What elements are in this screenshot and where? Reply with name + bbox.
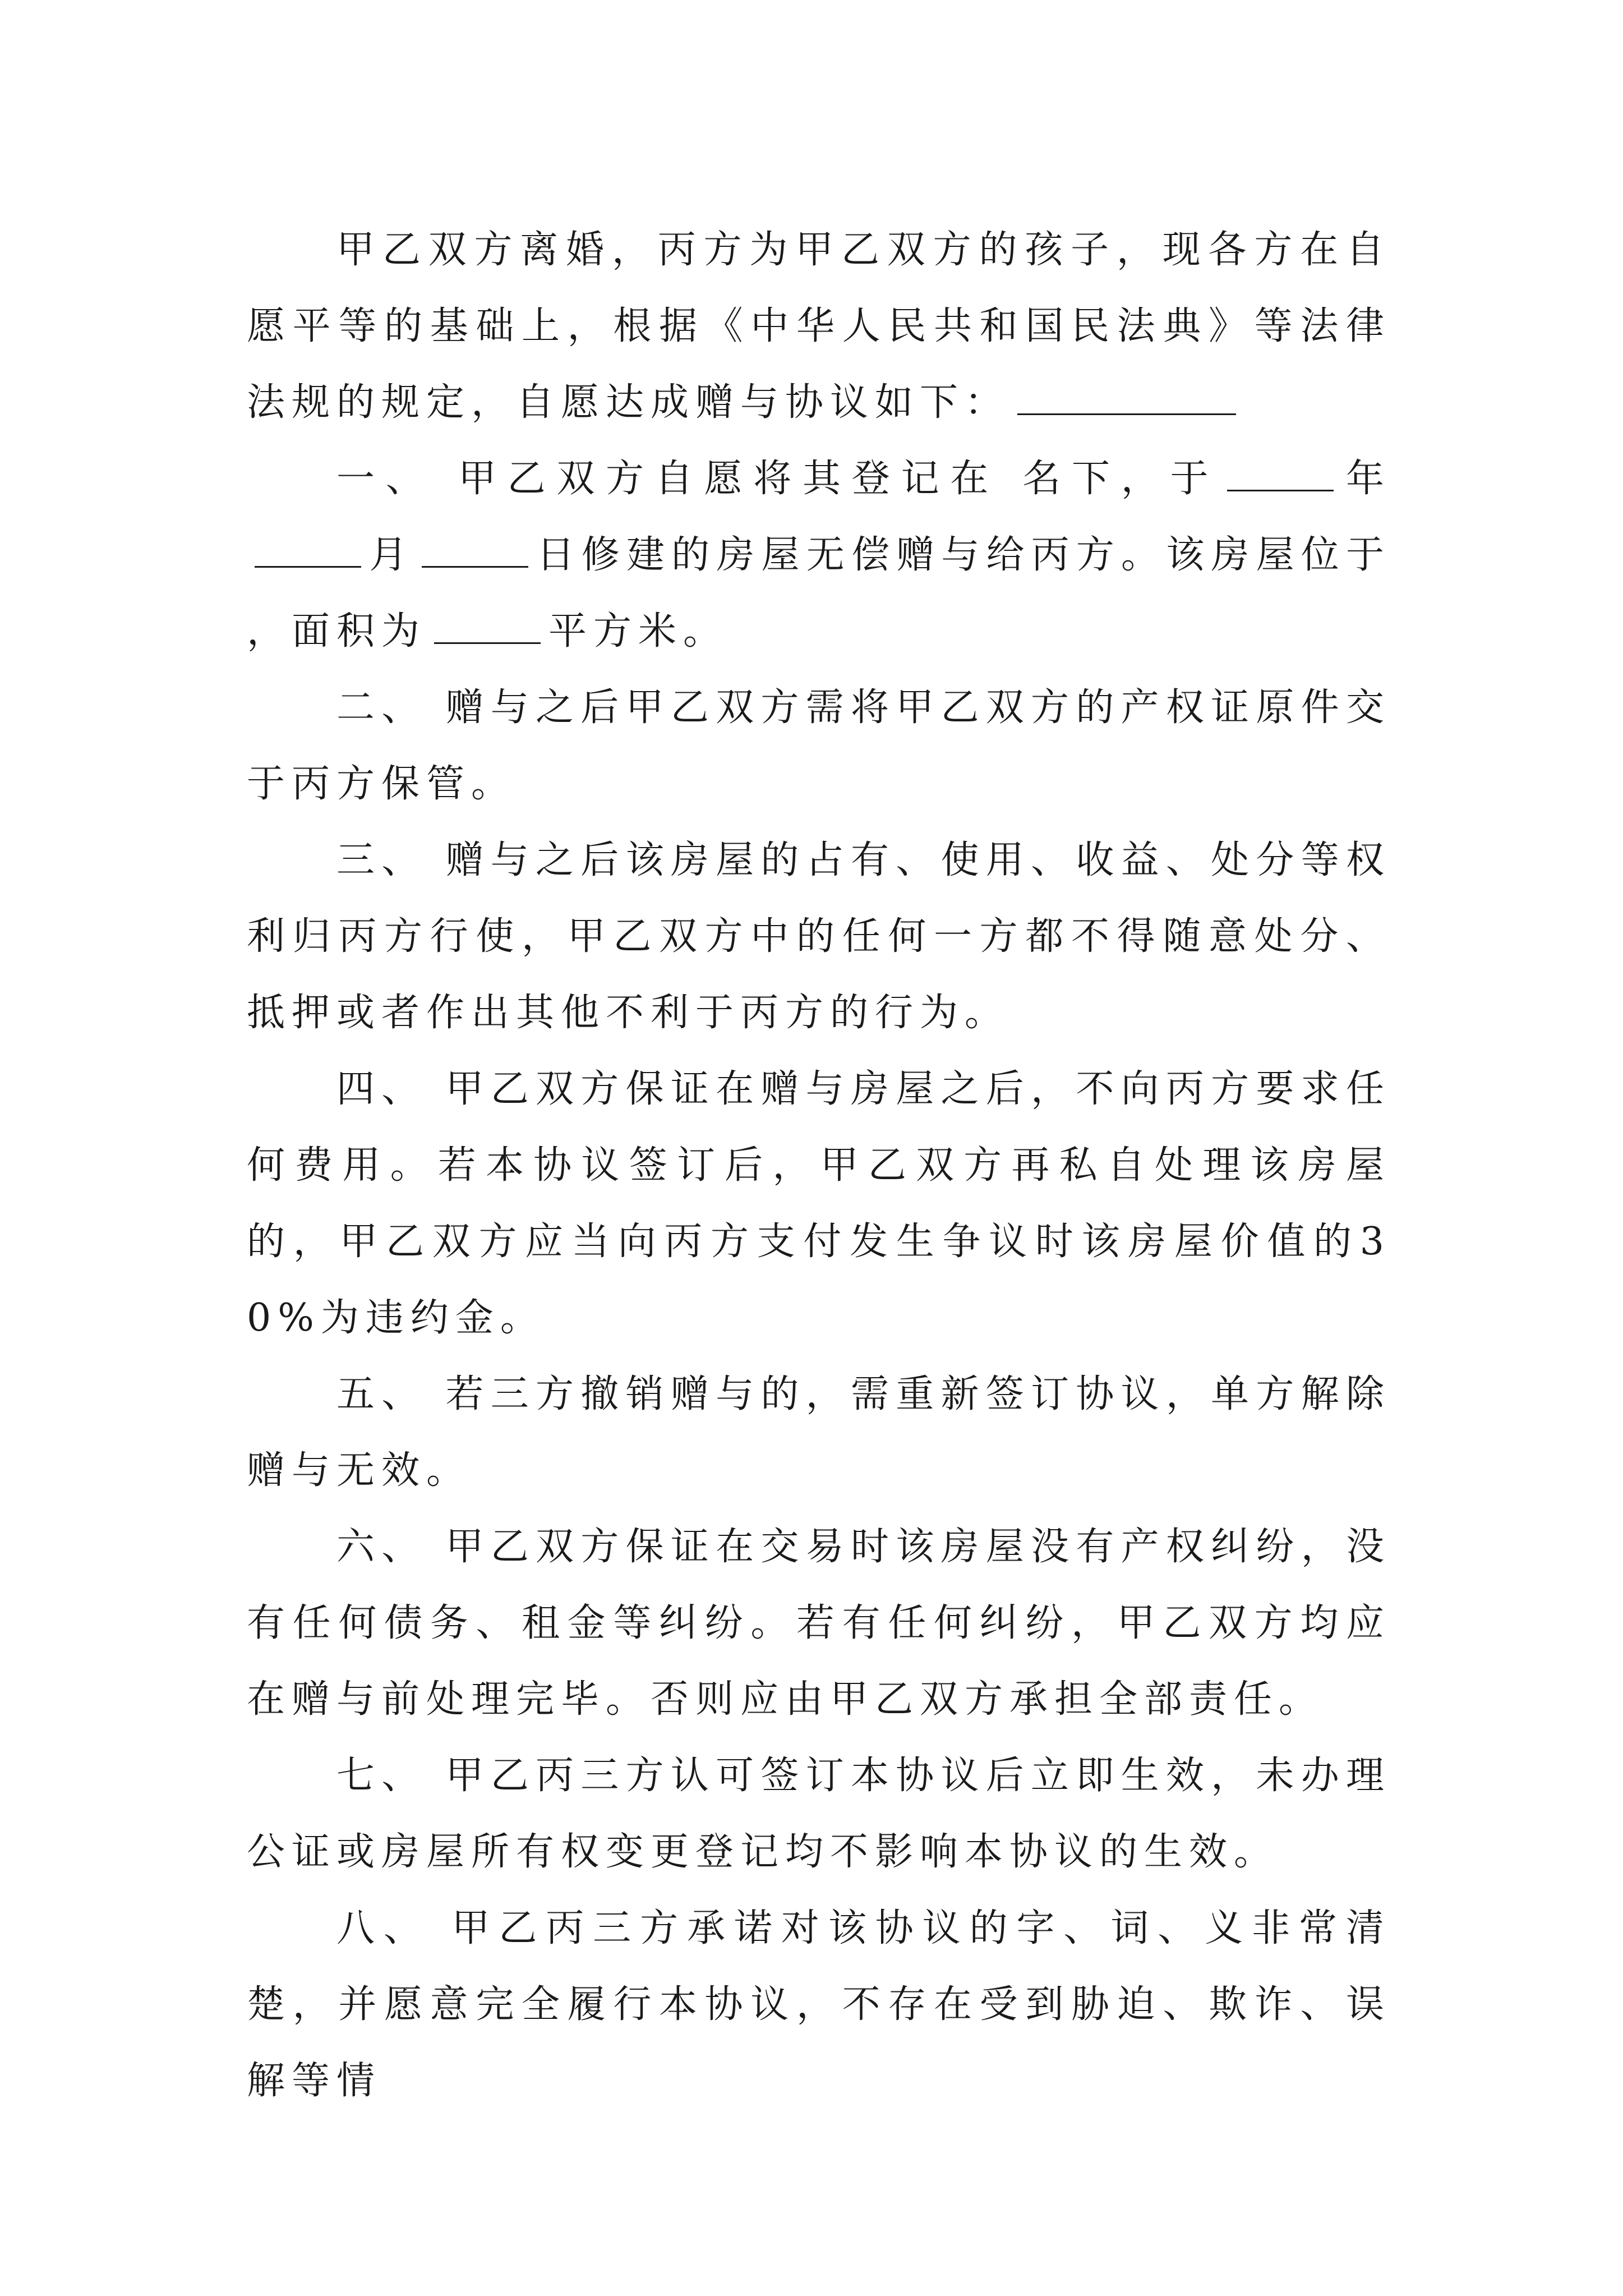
intro-paragraph (247, 212, 1391, 441)
intro-text: 甲乙双方离婚，丙方为甲乙双方的孩子，现各方在自愿平等的基础上，根据《中华人民共和国民法典》等法律法规的规定，自愿达成赠与协议如下： (247, 228, 1391, 425)
clause-2-number: 二、 (336, 685, 427, 730)
intro-blank-line (1017, 380, 1236, 415)
clause-1-number: 一、 (336, 457, 435, 501)
clause-6 (247, 1509, 1391, 1738)
clause-1-year-unit: 年 (1341, 457, 1391, 501)
clause-1-month-unit: 月 (369, 533, 414, 577)
clause-8-text: 甲乙丙三方承诺对该协议的字、词、义非常清楚，并愿意完全履行本协议，不存在受到胁迫、欺诈、误解等情 (247, 1906, 1391, 2103)
agreement-body (247, 212, 1391, 2119)
clause-7 (247, 1738, 1391, 1890)
clause-7-number: 七、 (336, 1754, 427, 1798)
clause-4-number: 四、 (336, 1067, 427, 1111)
clause-5-number: 五、 (336, 1372, 427, 1416)
clause-8-number: 八、 (336, 1906, 431, 1950)
clause-6-number: 六、 (336, 1525, 427, 1569)
clause-1-text-part3: 平方米。 (548, 609, 728, 654)
clause-1 (247, 441, 1391, 670)
month-blank (255, 532, 361, 568)
clause-3-number: 三、 (336, 838, 427, 882)
clause-1-text-part1: 甲乙双方自愿将其登记在 名下，于 (458, 457, 1220, 501)
clause-1-text-part2: 日修建的房屋无偿赠与给丙方。该房屋位于 ，面积为 (247, 533, 1391, 654)
clause-4-text: 甲乙双方保证在赠与房屋之后，不向丙方要求任何费用。若本协议签订后，甲乙双方再私自处理该房屋的，甲乙双方应当向丙方支付发生争议时该房屋价值的30%为违约金。 (247, 1067, 1391, 1340)
area-blank (434, 609, 541, 644)
clause-6-text: 甲乙双方保证在交易时该房屋没有产权纠纷，没有任何债务、租金等纠纷。若有任何纠纷，甲乙双方均应在赠与前处理完毕。否则应由甲乙双方承担全部责任。 (247, 1525, 1391, 1722)
clause-3 (247, 822, 1391, 1051)
clause-2 (247, 670, 1391, 822)
clause-3-text: 赠与之后该房屋的占有、使用、收益、处分等权利归丙方行使，甲乙双方中的任何一方都不得随意处分、抵押或者作出其他不利于丙方的行为。 (247, 838, 1391, 1035)
year-blank (1227, 456, 1334, 491)
clause-5-text: 若三方撤销赠与的，需重新签订协议，单方解除赠与无效。 (247, 1372, 1391, 1493)
clause-2-text: 赠与之后甲乙双方需将甲乙双方的产权证原件交于丙方保管。 (247, 685, 1391, 806)
clause-5 (247, 1356, 1391, 1509)
clause-8 (247, 1890, 1391, 2119)
clause-7-text: 甲乙丙三方认可签订本协议后立即生效，未办理公证或房屋所有权变更登记均不影响本协议的生效。 (247, 1754, 1391, 1874)
clause-4 (247, 1051, 1391, 1356)
day-blank (422, 532, 528, 568)
